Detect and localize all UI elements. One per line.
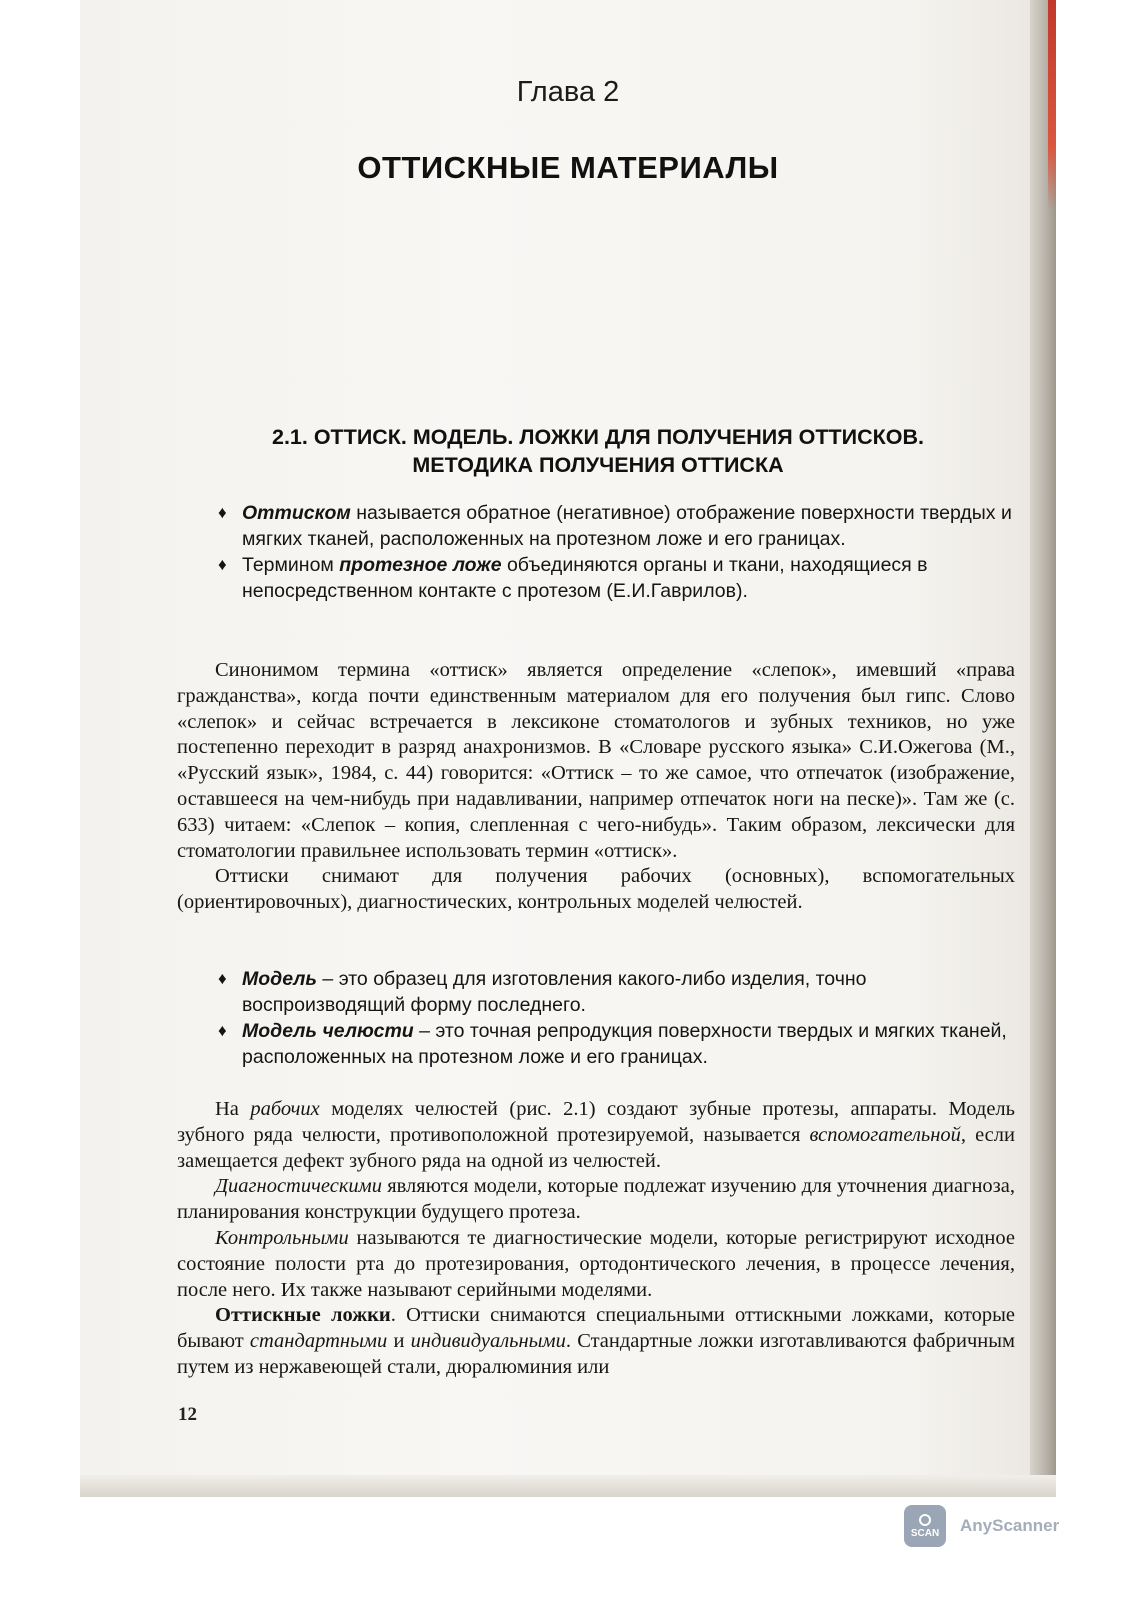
diamond-bullet-icon: ♦ [218, 555, 227, 574]
definition-item [218, 500, 1028, 552]
text-run: и [387, 1330, 411, 1353]
scanned-page [80, 0, 1056, 1497]
scanner-logo-icon [904, 1505, 946, 1547]
text-run: являются модели, которые подлежат изучению для уточнения диагноза, планирования конструкции будущего протеза. [177, 1175, 1015, 1224]
italic-term: Диагностическими [215, 1175, 382, 1198]
page-edge-shadow [1030, 0, 1056, 1497]
definition-text: называется обратное (негативное) отображение поверхности твердых и мягких тканей, расположенных на протезном ложе и его границах. [242, 502, 1012, 550]
paragraph [177, 1303, 1015, 1380]
italic-term: рабочих [250, 1098, 320, 1120]
paragraph: Оттиски снимают для получения рабочих (основных), вспомогательных (ориентировочных), диагностических, контрольных моделей челюстей. [177, 865, 1015, 914]
definition-item [218, 1018, 1028, 1070]
paragraph: Синонимом термина «оттиск» является определение «слепок», имевший «права гражданства», когда почти единственным материалом для его получения был гипс. Слово «слепок» и сейчас встречается в лексиконе стоматологов и зубных техников, но уже постепенно переходит в разряд анахронизмов. В «Словаре русского языка» С.И.Ожегова (М., «Русский язык», 1984, с. 44) говорится: «Оттиск – то же самое, что отпечаток (изображение, оставшееся на чем-нибудь при надавливании, например отпечаток ноги на песке)». Там же (с. 633) читаем: «Слепок – копия, слепленная с чего-нибудь». Таким образом, лексически для стоматологии правильнее использовать термин «оттиск». [177, 659, 1015, 862]
scanner-watermark [904, 1505, 1059, 1547]
italic-term: стандартными [249, 1330, 388, 1353]
definition-list [218, 966, 1028, 1070]
body-text-block [177, 1097, 1015, 1381]
definition-term: Модель [242, 968, 318, 990]
definition-list [218, 500, 1028, 604]
section-title-line-1: 2.1. ОТТИСК. МОДЕЛЬ. ЛОЖКИ ДЛЯ ПОЛУЧЕНИЯ ОТТИСКОВ. [272, 425, 924, 449]
definition-item [218, 966, 1028, 1018]
scanner-logo-text: SCAN [910, 1527, 940, 1539]
definition-term: Модель челюсти [242, 1020, 414, 1042]
definition-prefix: Термином [242, 554, 340, 576]
definition-text: – это образец для изготовления какого-либо изделия, точно воспроизводящий форму последнего. [242, 968, 867, 1016]
paragraph [177, 1174, 1015, 1226]
page-bottom-edge [80, 1475, 1056, 1497]
diamond-bullet-icon: ♦ [218, 1021, 227, 1040]
paragraph [177, 1226, 1015, 1303]
text-run: моделях челюстей (рис. 2.1) создают зубные протезы, аппараты. Модель зубного ряда челюсти, противоположной протезируемой, называется [177, 1098, 1016, 1146]
chapter-title: ОТТИСКНЫЕ МАТЕРИАЛЫ [357, 150, 779, 185]
italic-term: индивидуальными [410, 1330, 566, 1353]
text-run: . Стандартные ложки изготавливаются фабричным путем из нержавеющей стали, дюралюминия или [177, 1330, 1015, 1378]
body-text-block [177, 658, 1015, 916]
definition-term: Оттиском [242, 502, 351, 524]
text-run: . Оттиски снимаются специальными оттискными ложками, которые бывают [177, 1304, 1016, 1353]
definition-term: протезное ложе [339, 554, 502, 576]
text-run: , если замещается дефект зубного ряда на одной из челюстей. [177, 1123, 1015, 1172]
text-run: называются те диагностические модели, которые регистрируют исходное состояние полости рта до протезирования, ортодонтического лечения, в процессе лечения, после него. Их также называют серийными моделями. [177, 1226, 1015, 1301]
definition-item [218, 552, 1028, 604]
section-title-line-2: МЕТОДИКА ПОЛУЧЕНИЯ ОТТИСКА [412, 453, 784, 477]
scanner-brand: AnyScanner [960, 1516, 1060, 1535]
diamond-bullet-icon: ♦ [218, 503, 227, 522]
bold-term: Оттискные ложки [215, 1304, 391, 1327]
definition-text: – это точная репродукция поверхности твердых и мягких тканей, расположенных на протезном ложе и его границах. [242, 1020, 1007, 1068]
diamond-bullet-icon: ♦ [218, 969, 227, 988]
page-number: 12 [178, 1404, 197, 1425]
section-title [180, 423, 1016, 479]
italic-term: Контрольными [215, 1226, 349, 1249]
text-run: На [215, 1098, 251, 1120]
italic-term: вспомогательной [809, 1123, 961, 1146]
chapter-label: Глава 2 [516, 76, 620, 108]
paragraph [177, 1097, 1015, 1174]
lens-icon [919, 1514, 931, 1526]
definition-text: объединяются органы и ткани, находящиеся в непосредственном контакте с протезом (Е.И.Гаврилов). [242, 554, 928, 602]
